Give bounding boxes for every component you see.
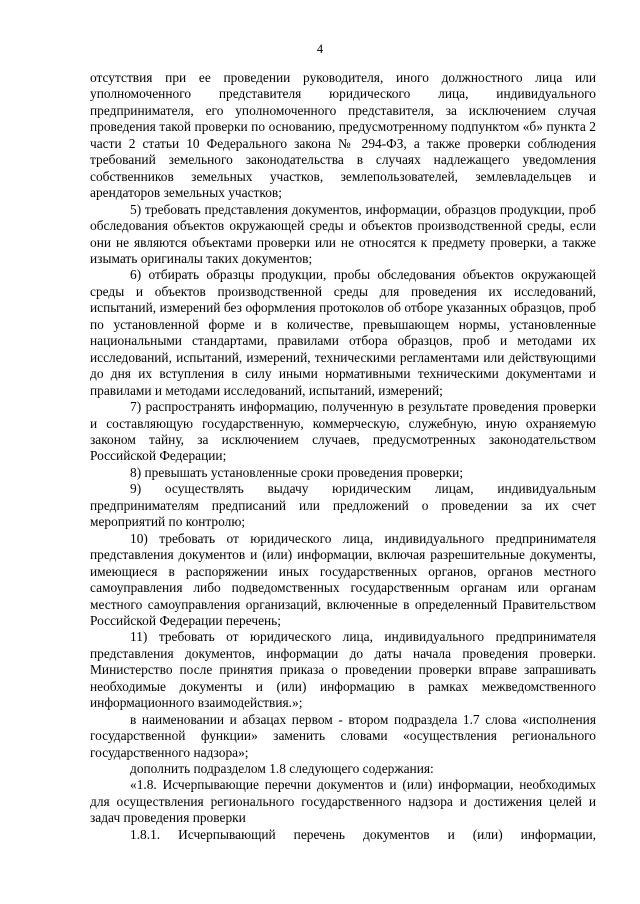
paragraph-continuation: отсутствия при ее проведении руководителя, иного должностного лица или уполномоченного представителя юридического лица, индивидуального предпринимателя, его уполномоченного представителя, за исключением случая проведения такой проверки по основанию, предусмотренному подпунктом «б» пункта 2 части 2 статьи 10 Федерального закона № 294-ФЗ, а также проверки соблюдения требований земельного законодательства в случаях надлежащего уведомления собственников земельных участков, землепользователей, землевладельцев и арендаторов земельных участков;	[90, 70, 596, 201]
paragraph-item-7: 7) распространять информацию, полученную в результате проведения проверки и составляющую государственную, коммерческую, служебную, иную охраняемую законом тайну, за исключением случаев, предусмотренных законодательством Российской Федерации;	[90, 399, 596, 464]
page-number: 4	[316, 42, 324, 56]
paragraph-amendment-1-7: в наименовании и абзацах первом - втором подраздела 1.7 слова «исполнения государственной функции» заменить словами «осуществления регионального государственного надзора»;	[90, 711, 596, 760]
paragraph-item-6: 6) отбирать образцы продукции, пробы обследования объектов окружающей среды и объектов производственной среды для проведения их исследований, испытаний, измерений без оформления протоколов об отборе указанных образцов, проб по установленной форме и в количестве, превышающем нормы, установленные национальными стандартами, правилами отбора образцов, проб и методами их исследований, испытаний, измерений, техническими регламентами или действующими до дня их вступления в силу иными нормативными техническими документами и правилами и методами исследований, испытаний, измерений;	[90, 267, 596, 398]
paragraph-subsection-1-8: «1.8. Исчерпывающие перечни документов и (или) информации, необходимых для осуществления регионального государственного надзора и достижения целей и задач проведения проверки	[90, 777, 596, 826]
document-body	[90, 70, 596, 843]
paragraph-item-9: 9) осуществлять выдачу юридическим лицам, индивидуальным предпринимателям предписаний или предложений о проведении за их счет мероприятий по контролю;	[90, 481, 596, 530]
paragraph-item-5: 5) требовать представления документов, информации, образцов продукции, проб обследования объектов окружающей среды и объектов производственной среды, если они не являются объектами проверки или не относятся к предмету проверки, а также изымать оригиналы таких документов;	[90, 201, 596, 266]
paragraph-add-subsection: дополнить подразделом 1.8 следующего содержания:	[130, 761, 434, 777]
paragraph-item-10: 10) требовать от юридического лица, индивидуального предпринимателя представления документов и (или) информации, включая разрешительные документы, имеющиеся в распоряжении иных государственных органов, органов местного самоуправления либо подведомственных государственным органам или органам местного самоуправления организаций, включенные в определенный Правительством Российской Федерации перечень;	[90, 530, 596, 628]
paragraph-item-8: 8) превышать установленные сроки проведения проверки;	[130, 464, 464, 480]
paragraph-item-11: 11) требовать от юридического лица, индивидуального предпринимателя представления документов, информации до даты начала проведения проверки. Министерство после принятия приказа о проведении проверки вправе запрашивать необходимые документы и (или) информацию в рамках межведомственного информационного взаимодействия.»;	[90, 629, 596, 711]
paragraph-subsection-1-8-1: 1.8.1. Исчерпывающий перечень документов и (или) информации,	[130, 826, 596, 842]
